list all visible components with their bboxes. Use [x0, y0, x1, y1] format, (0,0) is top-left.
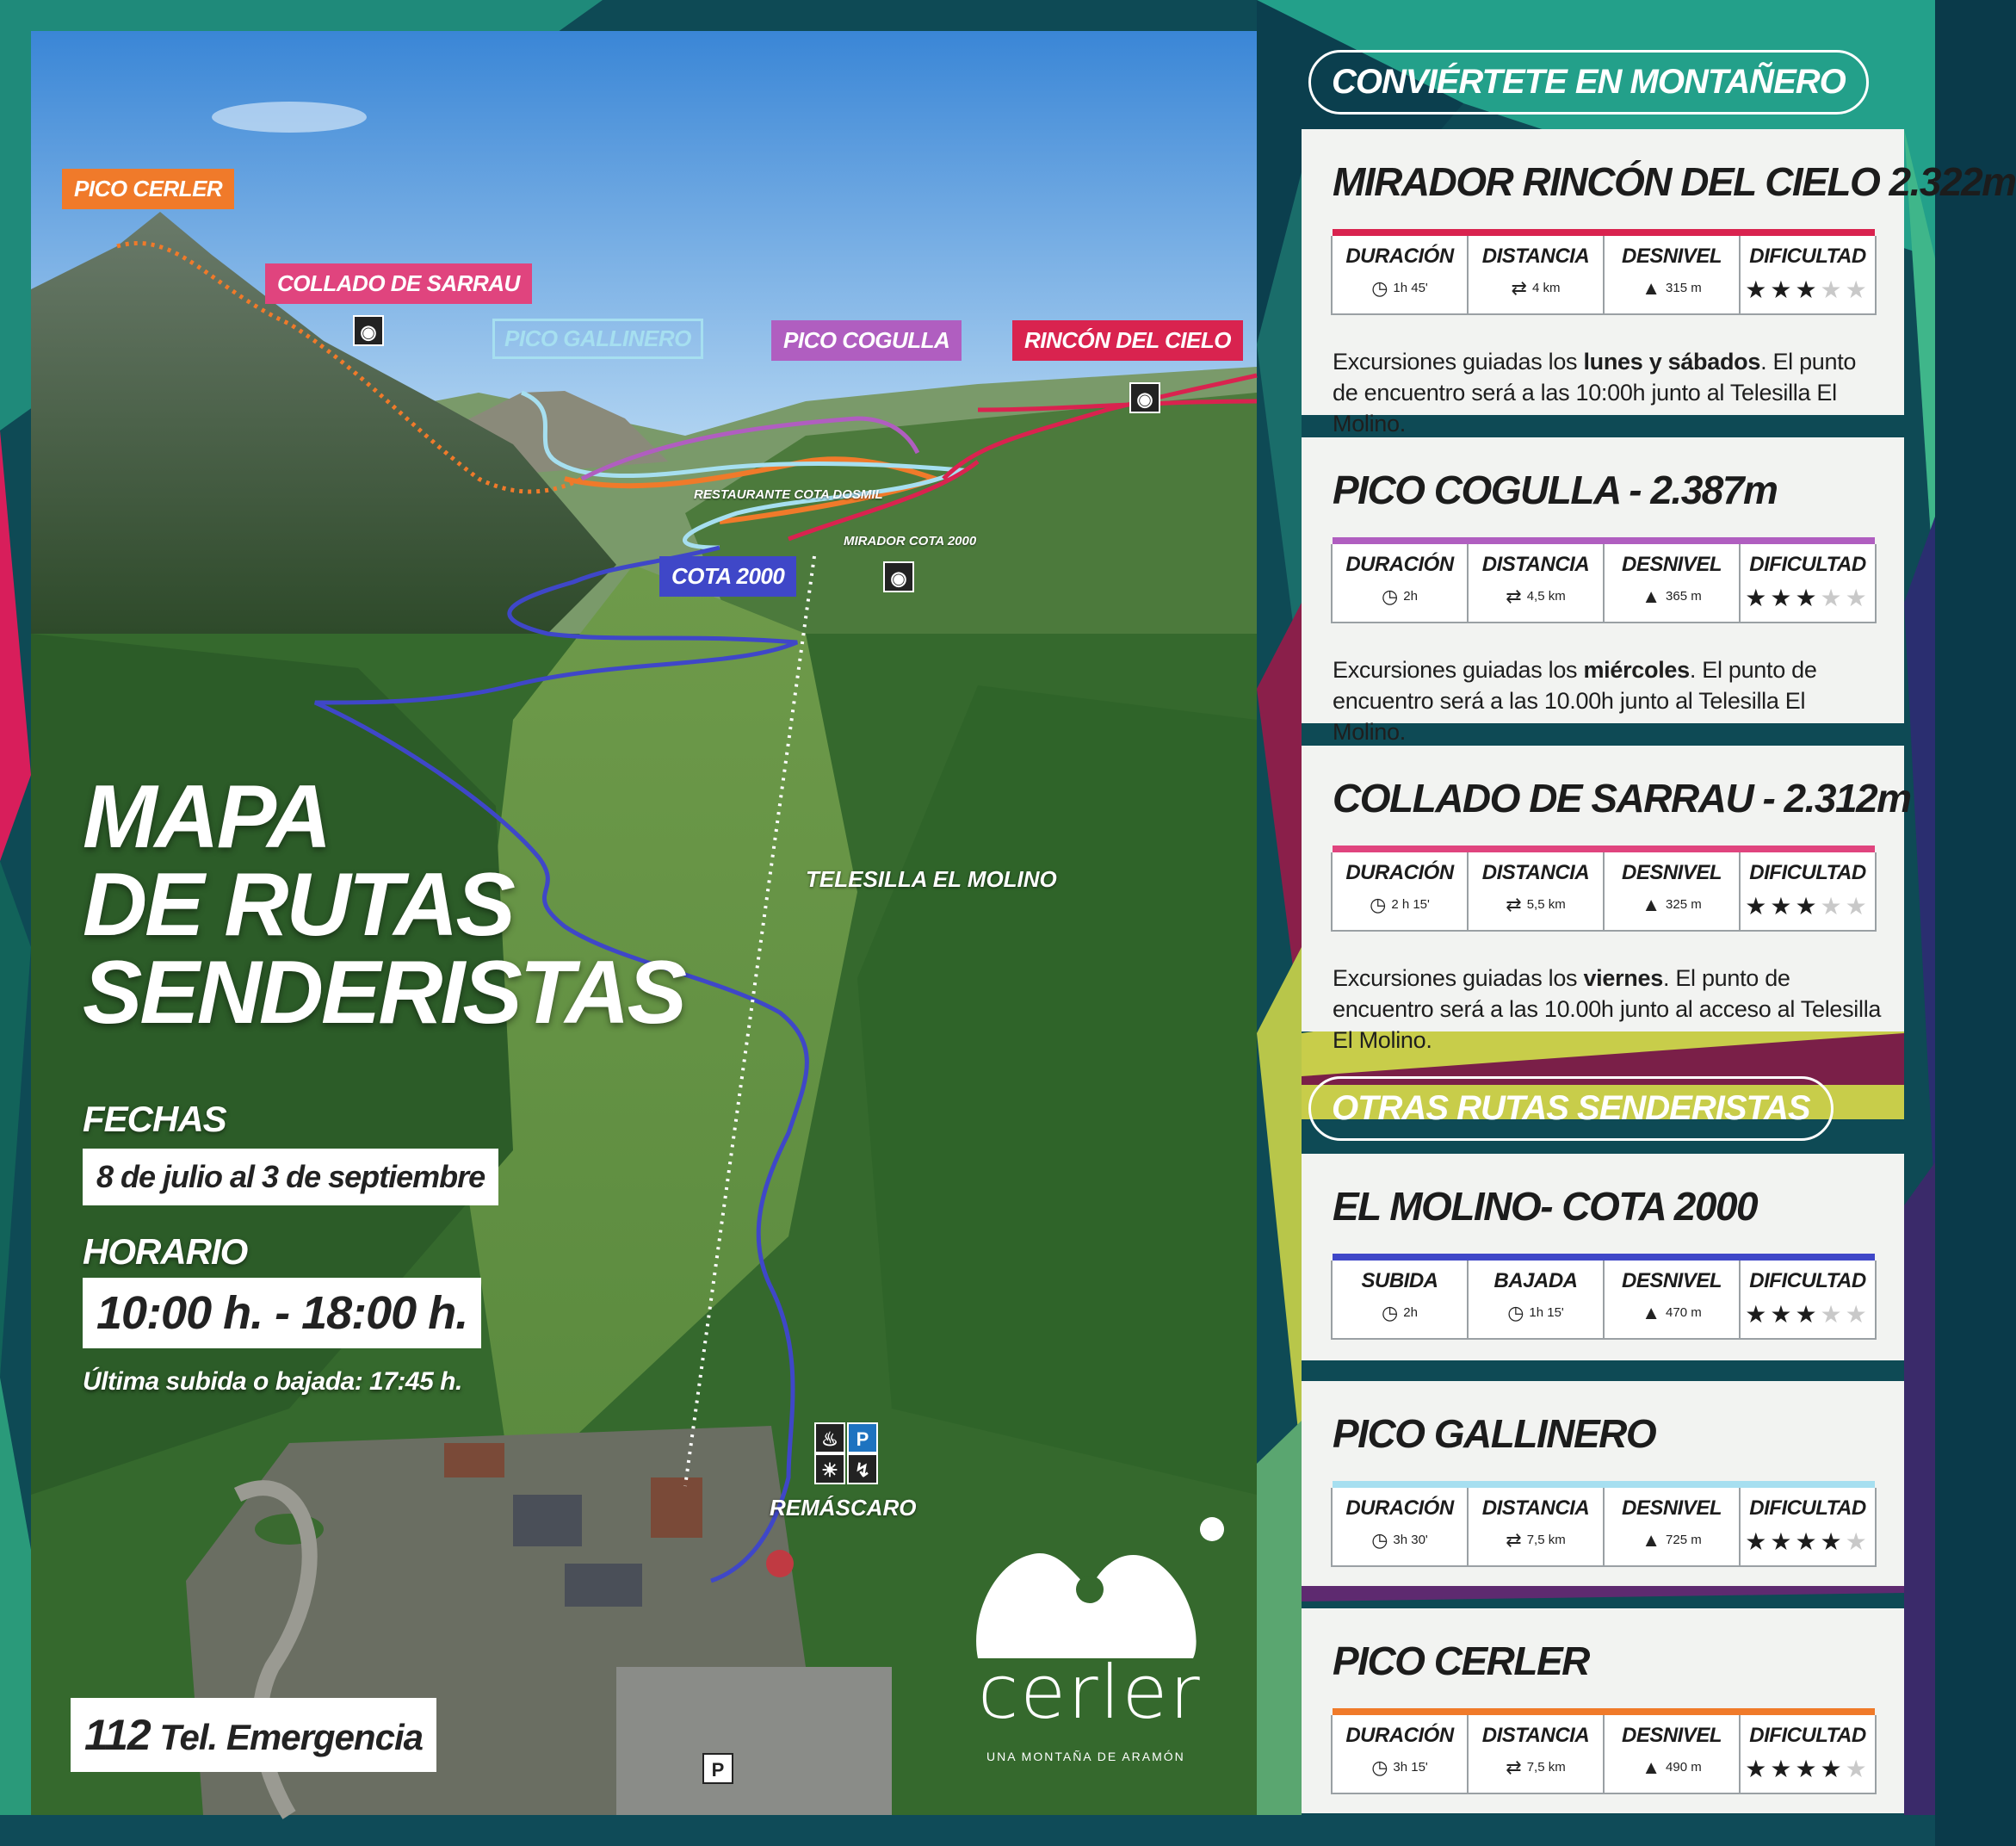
stat-value-row [1469, 585, 1603, 608]
desc-text: Excursiones guiadas los [1333, 657, 1584, 683]
star-icon: ★ [1820, 1756, 1846, 1782]
route-stats [1331, 1715, 1877, 1794]
star-icon: ★ [1820, 893, 1846, 920]
route-stat [1741, 1488, 1875, 1565]
label-cota-2000: COTA 2000 [659, 556, 796, 597]
stat-value: 7,5 km [1526, 1759, 1566, 1775]
stat-value: 490 m [1666, 1759, 1702, 1775]
label-rincon-del-cielo: RINCÓN DEL CIELO [1012, 320, 1243, 361]
difficulty-stars [1741, 1755, 1875, 1783]
route-stats [1331, 236, 1877, 315]
route-title: PICO COGULLA - 2.387m [1333, 468, 1778, 512]
star-icon: ★ [1795, 893, 1821, 920]
mountain-icon: ▲ [1642, 894, 1661, 915]
clock-icon: ◷ [1370, 894, 1387, 915]
fechas-label: FECHAS [83, 1099, 226, 1139]
label-pico-cerler: PICO CERLER [62, 169, 234, 209]
sun-icon: ☀ [814, 1453, 845, 1484]
desc-days: miércoles [1583, 657, 1690, 683]
distance-icon: ⇄ [1506, 1756, 1522, 1778]
distance-icon: ⇄ [1506, 585, 1522, 607]
label-telesilla-el-molino: TELESILLA EL MOLINO [806, 866, 1057, 892]
parking-icon: P [702, 1753, 733, 1784]
stat-value-row [1333, 1756, 1467, 1779]
stat-label: DIFICULTAD [1749, 1724, 1866, 1747]
fechas-value: 8 de julio al 3 de septiembre [83, 1149, 498, 1205]
star-icon: ★ [1770, 893, 1796, 920]
stat-value: 1h 15' [1529, 1304, 1564, 1320]
route-stats [1331, 852, 1877, 932]
emergency-label: Tel. Emergencia [159, 1717, 423, 1757]
star-icon: ★ [1745, 893, 1771, 920]
route-title: EL MOLINO- COTA 2000 [1333, 1184, 1758, 1229]
route-stat [1741, 236, 1875, 313]
clock-icon: ◷ [1382, 1302, 1399, 1323]
route-description [1333, 346, 1883, 439]
stat-label: DESNIVEL [1621, 1496, 1722, 1520]
stat-label: DIFICULTAD [1749, 245, 1866, 268]
route-stat [1469, 852, 1605, 930]
section-heading-other: OTRAS RUTAS SENDERISTAS [1308, 1076, 1834, 1141]
stat-value-row [1469, 1529, 1603, 1552]
stat-label: DISTANCIA [1481, 245, 1590, 268]
cerler-logo [961, 1495, 1236, 1667]
desc-text: Excursiones guiadas los [1333, 349, 1584, 375]
distance-icon: ⇄ [1511, 277, 1527, 299]
stat-value: 315 m [1666, 280, 1702, 295]
star-icon: ★ [1795, 1301, 1821, 1328]
desc-text: . El punto de encuentro será a las 10.00h junto al Telesilla El Molino. [1333, 657, 1817, 745]
star-icon: ★ [1745, 1756, 1771, 1782]
stat-label: DURACIÓN [1345, 1496, 1454, 1520]
stat-value: 470 m [1666, 1304, 1702, 1320]
route-stat [1333, 852, 1469, 930]
distance-icon: ⇄ [1506, 894, 1522, 915]
route-stat [1333, 544, 1469, 622]
stat-value-row [1605, 277, 1739, 300]
clock-icon: ◷ [1371, 277, 1388, 299]
star-icon: ★ [1795, 276, 1821, 303]
stat-value: 7,5 km [1526, 1532, 1566, 1547]
route-title: PICO GALLINERO [1333, 1411, 1656, 1456]
stat-label: SUBIDA [1361, 1269, 1438, 1292]
route-stat [1469, 1488, 1605, 1565]
route-card [1302, 1608, 1904, 1813]
stat-value-row [1605, 1756, 1739, 1779]
stat-label: DURACIÓN [1345, 1724, 1454, 1747]
route-stat [1469, 1261, 1605, 1338]
star-icon: ★ [1745, 1528, 1771, 1555]
logo-name: cerler [978, 1650, 1202, 1736]
stat-value-row [1469, 1756, 1603, 1779]
label-pico-cogulla: PICO COGULLA [771, 320, 962, 361]
star-icon: ★ [1845, 585, 1871, 611]
stat-value-row [1333, 277, 1467, 300]
star-icon: ★ [1820, 1528, 1846, 1555]
route-card [1302, 437, 1904, 745]
electric-icon: ↯ [847, 1453, 878, 1484]
stat-value: 725 m [1666, 1532, 1702, 1547]
route-color-bar [1333, 1254, 1875, 1261]
star-icon: ★ [1845, 1756, 1871, 1782]
stat-label: DURACIÓN [1345, 553, 1454, 576]
route-stat [1741, 1261, 1875, 1338]
route-color-bar [1333, 1481, 1875, 1488]
binoculars-icon: ◉ [1129, 382, 1160, 413]
difficulty-stars [1741, 1300, 1875, 1329]
star-icon: ★ [1845, 893, 1871, 920]
route-color-bar [1333, 846, 1875, 852]
route-card [1302, 1154, 1904, 1360]
map-title [83, 767, 684, 1043]
stat-value-row [1333, 1302, 1467, 1324]
emergency-box [71, 1698, 436, 1772]
star-icon: ★ [1820, 276, 1846, 303]
route-stat [1741, 1715, 1875, 1793]
route-stat [1605, 1261, 1741, 1338]
difficulty-stars [1741, 892, 1875, 920]
distance-icon: ⇄ [1506, 1529, 1522, 1551]
star-icon: ★ [1745, 1301, 1771, 1328]
desc-text: . El punto de encuentro será a las 10:00h junto al Telesilla El Molino. [1333, 349, 1857, 437]
stat-label: DURACIÓN [1345, 861, 1454, 884]
route-stat [1605, 852, 1741, 930]
stat-label: DESNIVEL [1621, 1724, 1722, 1747]
label-mirador-cota-2000: MIRADOR COTA 2000 [844, 534, 977, 548]
stat-label: DISTANCIA [1481, 861, 1590, 884]
route-stats [1331, 544, 1877, 623]
last-ride-note: Última subida o bajada: 17:45 h. [83, 1367, 462, 1396]
stat-value-row [1333, 894, 1467, 916]
section-heading-main: CONVIÉRTETE EN MONTAÑERO [1308, 50, 1869, 115]
stat-label: DIFICULTAD [1749, 553, 1866, 576]
route-description [1333, 963, 1883, 1056]
mountain-icon: ▲ [1642, 1302, 1661, 1323]
desc-text: Excursiones guiadas los [1333, 965, 1584, 991]
mountain-icon: ▲ [1642, 1529, 1661, 1551]
map-title-line: DE RUTAS [83, 855, 513, 955]
star-icon: ★ [1795, 585, 1821, 611]
route-stat [1333, 236, 1469, 313]
clock-icon: ◷ [1382, 585, 1399, 607]
route-color-bar [1333, 1708, 1875, 1715]
stat-value-row [1605, 1302, 1739, 1324]
star-icon: ★ [1820, 585, 1846, 611]
mountain-icon: ▲ [1642, 1756, 1661, 1778]
route-stat [1333, 1261, 1469, 1338]
star-icon: ★ [1770, 1528, 1796, 1555]
clock-icon: ◷ [1371, 1529, 1388, 1551]
emergency-number: 112 [84, 1711, 151, 1759]
trail-map [31, 31, 1257, 1815]
star-icon: ★ [1770, 1756, 1796, 1782]
route-stat [1333, 1715, 1469, 1793]
stat-value-row [1605, 1529, 1739, 1552]
route-color-bar [1333, 537, 1875, 544]
stat-value: 325 m [1666, 896, 1702, 912]
label-restaurante-cota-dosmil: RESTAURANTE COTA DOSMIL [694, 487, 883, 502]
route-stat [1469, 236, 1605, 313]
star-icon: ★ [1745, 585, 1771, 611]
route-stat [1605, 544, 1741, 622]
logo-tagline: UNA MONTAÑA DE ARAMÓN [986, 1750, 1185, 1763]
stat-label: DESNIVEL [1621, 553, 1722, 576]
label-pico-gallinero: PICO GALLINERO [492, 319, 703, 359]
stat-value: 5,5 km [1526, 896, 1566, 912]
mountain-icon: ▲ [1642, 277, 1661, 299]
stat-label: DESNIVEL [1621, 245, 1722, 268]
route-stats [1331, 1488, 1877, 1567]
route-description [1333, 654, 1883, 747]
stat-label: DISTANCIA [1481, 553, 1590, 576]
stat-label: BAJADA [1493, 1269, 1578, 1292]
stat-label: DIFICULTAD [1749, 1269, 1866, 1292]
star-icon: ★ [1845, 1528, 1871, 1555]
horario-value: 10:00 h. - 18:00 h. [83, 1278, 481, 1348]
stat-value: 4 km [1531, 280, 1561, 295]
stat-label: DIFICULTAD [1749, 861, 1866, 884]
stat-value: 2 h 15' [1391, 896, 1430, 912]
stat-label: DESNIVEL [1621, 861, 1722, 884]
route-stat [1741, 852, 1875, 930]
stat-label: DESNIVEL [1621, 1269, 1722, 1292]
binoculars-icon: ◉ [883, 561, 914, 592]
route-color-bar [1333, 229, 1875, 236]
clock-icon: ◷ [1371, 1756, 1388, 1778]
stat-value: 3h 15' [1393, 1759, 1428, 1775]
stat-value: 3h 30' [1393, 1532, 1428, 1547]
binoculars-icon: ◉ [353, 315, 384, 346]
route-stat [1469, 1715, 1605, 1793]
route-stats [1331, 1261, 1877, 1340]
star-icon: ★ [1770, 1301, 1796, 1328]
star-icon: ★ [1770, 276, 1796, 303]
stat-value: 1h 45' [1393, 280, 1428, 295]
horario-label: HORARIO [83, 1231, 248, 1272]
star-icon: ★ [1820, 1301, 1846, 1328]
route-stat [1333, 1488, 1469, 1565]
star-icon: ★ [1795, 1528, 1821, 1555]
route-stat [1605, 1488, 1741, 1565]
stat-value-row [1605, 894, 1739, 916]
star-icon: ★ [1845, 1301, 1871, 1328]
stat-value-row [1333, 1529, 1467, 1552]
desc-days: lunes y sábados [1583, 349, 1761, 375]
desc-text: . El punto de encuentro será a las 10.00h junto al acceso al Telesilla El Molino. [1333, 965, 1882, 1053]
stat-value-row [1469, 277, 1603, 300]
difficulty-stars [1741, 1527, 1875, 1556]
route-card [1302, 746, 1911, 1053]
difficulty-stars [1741, 276, 1875, 304]
route-stat [1605, 1715, 1741, 1793]
stat-value: 2h [1403, 1304, 1418, 1320]
route-stat [1741, 544, 1875, 622]
parking-icon: P [847, 1422, 878, 1453]
route-card [1302, 1381, 1904, 1586]
stat-value-row [1469, 894, 1603, 916]
route-stat [1469, 544, 1605, 622]
stat-value-row [1605, 585, 1739, 608]
stat-label: DISTANCIA [1481, 1496, 1590, 1520]
star-icon: ★ [1770, 585, 1796, 611]
difficulty-stars [1741, 584, 1875, 612]
route-title: MIRADOR RINCÓN DEL CIELO 2.322m [1333, 159, 2016, 204]
desc-days: viernes [1583, 965, 1663, 991]
star-icon: ★ [1745, 276, 1771, 303]
stat-label: DURACIÓN [1345, 245, 1454, 268]
stat-value: 4,5 km [1526, 588, 1566, 604]
stat-value: 2h [1403, 588, 1418, 604]
stat-label: DIFICULTAD [1749, 1496, 1866, 1520]
mountain-icon: ▲ [1642, 585, 1661, 607]
route-stat [1605, 236, 1741, 313]
restaurant-icon: ♨ [814, 1422, 845, 1453]
label-remascaro: REMÁSCARO [770, 1495, 917, 1521]
star-icon: ★ [1845, 276, 1871, 303]
stat-value-row [1469, 1302, 1603, 1324]
stat-value-row [1333, 585, 1467, 608]
star-icon: ★ [1795, 1756, 1821, 1782]
route-title: COLLADO DE SARRAU - 2.312m [1333, 776, 1911, 821]
label-collado-de-sarrau: COLLADO DE SARRAU [265, 263, 532, 304]
stat-label: DISTANCIA [1481, 1724, 1590, 1747]
clock-icon: ◷ [1507, 1302, 1524, 1323]
stat-value: 365 m [1666, 588, 1702, 604]
map-title-line: SENDERISTAS [83, 943, 684, 1043]
route-title: PICO CERLER [1333, 1638, 1589, 1683]
route-card [1302, 129, 2016, 437]
map-title-line: MAPA [83, 767, 330, 867]
